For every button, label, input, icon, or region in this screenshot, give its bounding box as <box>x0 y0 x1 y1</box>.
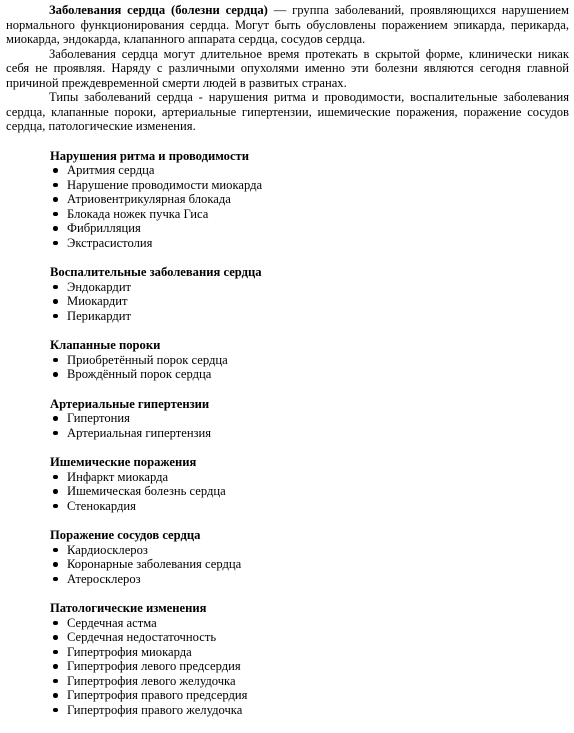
item-list <box>50 411 569 440</box>
list-item: Блокада ножек пучка Гиса <box>50 207 569 222</box>
item-list <box>50 353 569 382</box>
list-item: Кардиосклероз <box>50 543 569 558</box>
list-item: Гипертрофия правого желудочка <box>50 703 569 718</box>
item-list <box>50 470 569 514</box>
spacer <box>6 440 569 455</box>
list-item: Стенокардия <box>50 499 569 514</box>
intro-definition: — группа заболеваний, проявляющихся нарушением нормального функционирования сердца. Могут быть обусловлены поражением эпикарда, перикарда, миокарда, эндокарда, клапанного аппарата сердца, сосудов сердца. <box>6 3 569 46</box>
item-list <box>50 616 569 718</box>
spacer <box>6 382 569 397</box>
list-item: Гипертрофия левого желудочка <box>50 674 569 689</box>
section-ischemic <box>50 455 569 513</box>
list-item: Экстрасистолия <box>50 236 569 251</box>
list-item: Гипертрофия левого предсердия <box>50 659 569 674</box>
spacer <box>6 586 569 601</box>
list-item: Приобретённый порок сердца <box>50 353 569 368</box>
spacer <box>6 513 569 528</box>
paragraph-hidden-form: Заболевания сердца могут длительное время протекать в скрытой форме, клинически никак себя не проявляя. Наряду с различными опухолями именно эти болезни являются сегодня главной причиной преждевременной смерти людей в развитых странах. <box>6 46 569 90</box>
section-vessels <box>50 528 569 586</box>
intro-paragraph <box>6 3 569 47</box>
item-list <box>50 543 569 587</box>
item-list <box>50 280 569 324</box>
item-list <box>50 163 569 250</box>
list-item: Аритмия сердца <box>50 163 569 178</box>
list-item: Атеросклероз <box>50 572 569 587</box>
list-item: Ишемическая болезнь сердца <box>50 484 569 499</box>
list-item: Сердечная астма <box>50 616 569 631</box>
section-title: Воспалительные заболевания сердца <box>50 265 262 279</box>
list-item: Нарушение проводимости миокарда <box>50 178 569 193</box>
section-rhythm-conduction <box>50 149 569 251</box>
section-title: Нарушения ритма и проводимости <box>50 148 249 163</box>
section-pathological <box>50 601 569 717</box>
section-title: Артериальные гипертензии <box>50 396 210 411</box>
list-item: Фибрилляция <box>50 221 569 236</box>
section-hypertension <box>50 397 569 441</box>
list-item: Эндокардит <box>50 280 569 295</box>
section-title: Клапанные пороки <box>50 338 161 352</box>
section-inflammatory <box>50 265 569 323</box>
list-item: Атриовентрикулярная блокада <box>50 192 569 207</box>
list-item: Гипертония <box>50 411 569 426</box>
section-title: Поражение сосудов сердца <box>50 528 201 542</box>
spacer <box>6 250 569 265</box>
paragraph-disease-types: Типы заболеваний сердца - нарушения ритма и проводимости, воспалительные заболевания сердца, клапанные пороки, артериальные гипертензии, ишемические поражения, поражение сосудов сердца, патологические изменения. <box>6 90 569 133</box>
list-item: Гипертрофия миокарда <box>50 645 569 660</box>
list-item: Артериальная гипертензия <box>50 426 569 441</box>
intro-term: Заболевания сердца (болезни сердца) <box>49 3 268 17</box>
list-item: Инфаркт миокарда <box>50 470 569 485</box>
list-item: Гипертрофия правого предсердия <box>50 688 569 703</box>
section-title: Ишемические поражения <box>50 455 197 469</box>
section-title: Патологические изменения <box>50 601 207 615</box>
list-item: Коронарные заболевания сердца <box>50 557 569 572</box>
list-item: Перикардит <box>50 309 569 324</box>
list-item: Сердечная недостаточность <box>50 630 569 645</box>
list-item: Миокардит <box>50 294 569 309</box>
list-item: Врождённый порок сердца <box>50 367 569 382</box>
spacer <box>6 134 569 149</box>
section-valve-defects <box>50 338 569 382</box>
spacer <box>6 323 569 338</box>
